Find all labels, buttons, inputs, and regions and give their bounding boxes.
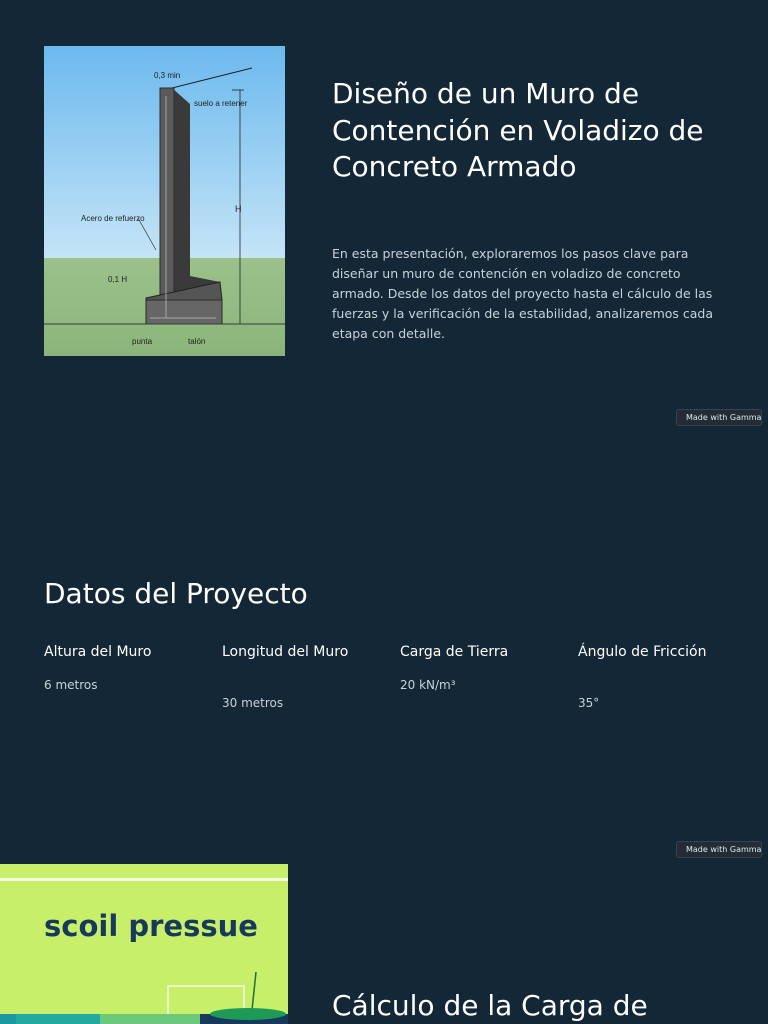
diagram-label-base: 0,1 H [108, 275, 128, 284]
badge-label: Made with Gamma [686, 413, 762, 422]
diagram-label-toe: punta [132, 337, 153, 346]
item-label: Ángulo de Fricción [578, 644, 707, 660]
diagram-label-top: 0,3 min [154, 71, 181, 80]
project-data-item-load [400, 644, 570, 692]
diagram-label-height: H [235, 204, 242, 214]
soil-pressure-graphic [0, 864, 288, 1024]
retaining-wall-diagram-image [44, 46, 285, 356]
slide-description: En esta presentación, exploraremos los pasos clave para diseñar un muro de contención en voladizo de concreto armado. Desde los datos del proyecto hasta el cálculo de las fuerzas y la verificación de la estabilidad, analizaremos cada etapa con detalle. [332, 246, 714, 341]
item-label: Longitud del Muro [222, 644, 349, 660]
retaining-wall-diagram [44, 46, 285, 356]
diagram-label-heel: talón [188, 337, 206, 346]
badge-label: Made with Gamma [686, 845, 762, 854]
soil-pressure-image [0, 864, 288, 1024]
slide-title: Diseño de un Muro de Contención en Voladizo de Concreto Armado [332, 77, 704, 183]
made-with-gamma-badge[interactable] [676, 409, 762, 426]
project-data-item-length [222, 644, 392, 710]
item-label: Altura del Muro [44, 644, 152, 660]
item-value: 20 kN/m³ [400, 678, 456, 692]
item-value: 35° [578, 696, 600, 710]
section-title: Cálculo de la Carga de [332, 989, 648, 1022]
diagram-label-rebar: Acero de refuerzo [81, 214, 145, 223]
made-with-gamma-badge[interactable] [676, 841, 762, 858]
diagram-label-soil: suelo a retener [194, 99, 248, 108]
item-value: 30 metros [222, 696, 284, 710]
item-label: Carga de Tierra [400, 644, 509, 660]
section-title: Datos del Proyecto [44, 577, 308, 610]
image-text: scoil pressue [44, 909, 258, 943]
project-data-item-friction-angle [578, 644, 748, 710]
project-data-item-height [44, 644, 214, 692]
item-value: 6 metros [44, 678, 98, 692]
